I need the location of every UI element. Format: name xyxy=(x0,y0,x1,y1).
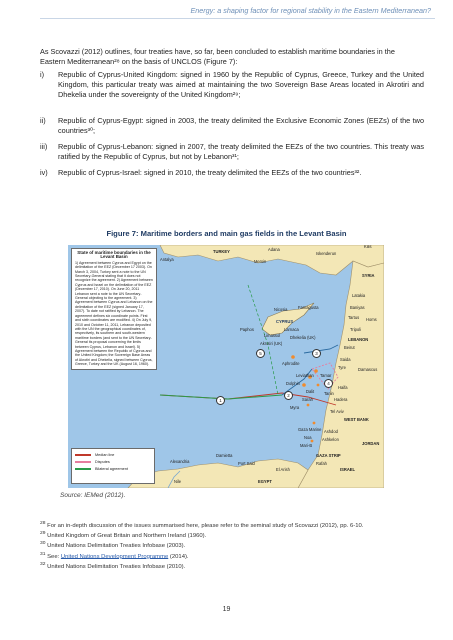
legend-label: Median line xyxy=(95,452,115,457)
list-item-number: ii) xyxy=(40,116,46,125)
legend-row xyxy=(75,451,151,458)
legend-text: 1) Agreement between Cyprus and Egypt on the delimitation of the EEZ (December 17 2003). On March 3, 2004, Turkey sent a note to the UN Secretary-General stating that it does not recognize the agreement. 2) Agreement between Cyprus and Israel on the delimitation of the EEZ (December 17, 2010). On June 20, 2011 Lebanon sent a note to the UN Secretary-General objecting to the agreement. 3) Agreement between Cyprus and Lebanon on the delimitation of the EEZ (signed January 17, 2007). To date not ratified by Lebanon. The agreement defines six coordinate points. First and sixth coordinates are modified. 4) On July 9, 2010 and October 11, 2011, Lebanon deposited with the UN the geographical coordinates of, respectively, its southern and south-western maritime borders (and sent to the UN Secretary-General its proposal concerning the limits between Cyprus, Lebanon and Israel). 5) Agreement between the Republic of Cyprus and the United Kingdom; the Sovereign Base Areas of Akrotiri and Dhekelia, signed between Cyprus, Greece, Turkey and the UK (August 16, 1960). xyxy=(75,260,153,367)
place-famagusta: Famagusta xyxy=(298,305,319,310)
footnote-number: 28 xyxy=(40,521,46,526)
boundary-marker: 4 xyxy=(324,379,333,388)
footnote-number: 29 xyxy=(40,531,46,537)
map-legend xyxy=(71,248,157,370)
place-tanin: Tanin xyxy=(324,391,334,396)
footnote-number: 32 xyxy=(40,561,46,567)
place-hadera: Hadera xyxy=(334,397,348,402)
boundary-marker: 2 xyxy=(284,391,293,400)
footnote xyxy=(40,520,420,530)
list-item xyxy=(40,116,424,136)
legend-label: Bilateral agreement xyxy=(95,466,128,471)
boundary-marker: 5 xyxy=(256,349,265,358)
page-number: 19 xyxy=(222,606,231,613)
place-dhekelia: Dhekelia (UK) xyxy=(290,335,316,340)
place-antalya: Antalya xyxy=(160,257,174,262)
legend-key xyxy=(71,448,155,484)
place-tamar: Tamar xyxy=(320,373,332,378)
place-turkey: TURKEY xyxy=(213,249,230,254)
place-akrotiri: Akrotiri (UK) xyxy=(260,341,283,346)
list-item-text: Republic of Cyprus-United Kingdom: signed in 1960 by the Republic of Cyprus, Greece, Turkey and the United Kingdom, this particular treaty was aimed at maintaining the two Sovereign Base Areas located in Akrotiri and Dhekelia under the sovereignty of the United Kingdom²⁹; xyxy=(58,70,424,100)
header-divider xyxy=(40,18,435,19)
boundary-marker: 3 xyxy=(312,349,321,358)
legend-label: Disputes xyxy=(95,459,110,464)
footnote xyxy=(40,540,420,550)
place-mari-b: Mari-B xyxy=(300,443,313,448)
place-myra: Myra xyxy=(290,405,300,410)
place-iskenderun: Iskenderun xyxy=(316,251,337,256)
place-ashdod: Ashdod xyxy=(324,429,338,434)
agreement-swatch xyxy=(75,468,91,470)
undp-link[interactable]: United Nations Development Programme xyxy=(60,553,169,560)
place-damietta: Damietta xyxy=(216,453,233,458)
list-item xyxy=(40,142,424,162)
place-gaza-marine: Gaza Marine xyxy=(298,427,322,432)
place-tripoli: Tripoli xyxy=(350,327,361,332)
median-line-swatch xyxy=(75,454,91,456)
place-west-bank: WEST BANK xyxy=(344,417,369,422)
place-tyre: Tyre xyxy=(338,365,346,370)
place-larnaca: Larnaca xyxy=(284,327,299,332)
place-haifa: Haifa xyxy=(338,385,348,390)
place-paphos: Paphos xyxy=(240,327,254,332)
place-adana: Adana xyxy=(268,247,280,252)
place-sarah: Sarah xyxy=(302,397,313,402)
footnote-text: United Nations Delimitation Treaties Infobase (2010). xyxy=(47,563,186,570)
place-aphrodite: Aphrodite xyxy=(282,361,300,366)
place-nile: Nile xyxy=(174,479,182,484)
place-noa: Noa xyxy=(304,435,312,440)
footnote xyxy=(40,551,420,561)
footnote-text: For an in-depth discussion of the issues summarised here, please refer to the seminal study of Scovazzi (2012), pp. 6-10. xyxy=(47,522,364,529)
footnote xyxy=(40,530,420,540)
place-jordan: JORDAN xyxy=(362,441,380,446)
footnote-text: (2014). xyxy=(168,553,189,560)
footnote-number: 31 xyxy=(40,551,46,557)
list-item-text: Republic of Cyprus-Israel: signed in 2010, the treaty delimited the EEZs of the two countries³². xyxy=(58,168,362,177)
place-beirut: Beirut xyxy=(344,345,355,350)
footnote-text: United Kingdom of Great Britain and Northern Ireland (1960). xyxy=(47,533,207,540)
footnote-text: United Nations Delimitation Treaties Infobase (2003). xyxy=(47,543,186,550)
place-leviathan: Leviathan xyxy=(296,373,314,378)
place-kilis: Kilis xyxy=(364,245,372,249)
place-syria: SYRIA xyxy=(362,273,375,278)
list-item-number: iii) xyxy=(40,142,48,151)
place-lebanon: LEBANON xyxy=(348,337,369,342)
dispute-swatch xyxy=(75,461,91,463)
place-latakia: Latakia xyxy=(352,293,366,298)
place-gaza: GAZA STRIP xyxy=(316,453,341,458)
footnotes xyxy=(40,520,420,571)
place-ashkelon: Ashkelon xyxy=(322,437,339,442)
intro-paragraph: As Scovazzi (2012) outlines, four treaties have, so far, been concluded to establish maritime boundaries in the Eastern Mediterranean²⁸ on the basis of UNCLOS (Figure 7): xyxy=(40,47,395,67)
maritime-map xyxy=(68,245,384,488)
place-saida: Saida xyxy=(340,357,351,362)
place-rafah: Rafah xyxy=(316,461,327,466)
place-mersin: Mersin xyxy=(254,259,267,264)
place-egypt: EGYPT xyxy=(258,479,272,484)
place-tartus: Tartus xyxy=(348,315,360,320)
footnote-text: See: xyxy=(47,553,61,560)
figure-title: Figure 7: Maritime borders and main gas fields in the Levant Basin xyxy=(106,229,347,238)
figure-source: Source: IEMed (2012). xyxy=(60,492,126,499)
footnote-number: 30 xyxy=(40,541,46,547)
list-item-text: Republic of Cyprus-Egypt: signed in 2003, the treaty delimited the Exclusive Economic Zones (EEZs) of the two countries³⁰; xyxy=(58,116,424,136)
list-item xyxy=(40,168,424,178)
place-damascus: Damascus xyxy=(358,367,378,372)
place-port-said: Port Said xyxy=(238,461,255,466)
place-cyprus: CYPRUS xyxy=(276,319,294,324)
list-item-text: Republic of Cyprus-Lebanon: signed in 2007, the treaty delimited the EEZs of the two countries. This treaty was ratified by the Republic of Cyprus, but not by Lebanon³¹; xyxy=(58,142,424,162)
place-dolphin: Dolphin xyxy=(286,381,300,386)
boundary-marker: 1 xyxy=(216,396,225,405)
footnote xyxy=(40,561,420,571)
place-nicosia: Nicosia xyxy=(274,307,288,312)
place-israel: ISRAEL xyxy=(340,467,356,472)
running-head: Energy: a shaping factor for regional stability in the Eastern Mediterranean? xyxy=(190,6,431,15)
place-baniyas: Baniyas xyxy=(350,305,365,310)
place-dalit: Dalit xyxy=(306,389,315,394)
legend-row xyxy=(75,458,151,465)
place-homs: Homs xyxy=(366,317,377,322)
list-item-number: i) xyxy=(40,70,45,79)
legend-row xyxy=(75,465,151,472)
legend-title: State of maritime boundaries in the Levant Basin xyxy=(77,250,151,260)
list-item xyxy=(40,70,424,101)
place-alexandria: Alexandria xyxy=(170,459,190,464)
place-limassol: Limassol xyxy=(264,333,281,338)
place-el-arish: El Arish xyxy=(276,467,290,472)
list-item-number: iv) xyxy=(40,168,48,177)
place-tel-aviv: Tel Aviv xyxy=(330,409,344,414)
